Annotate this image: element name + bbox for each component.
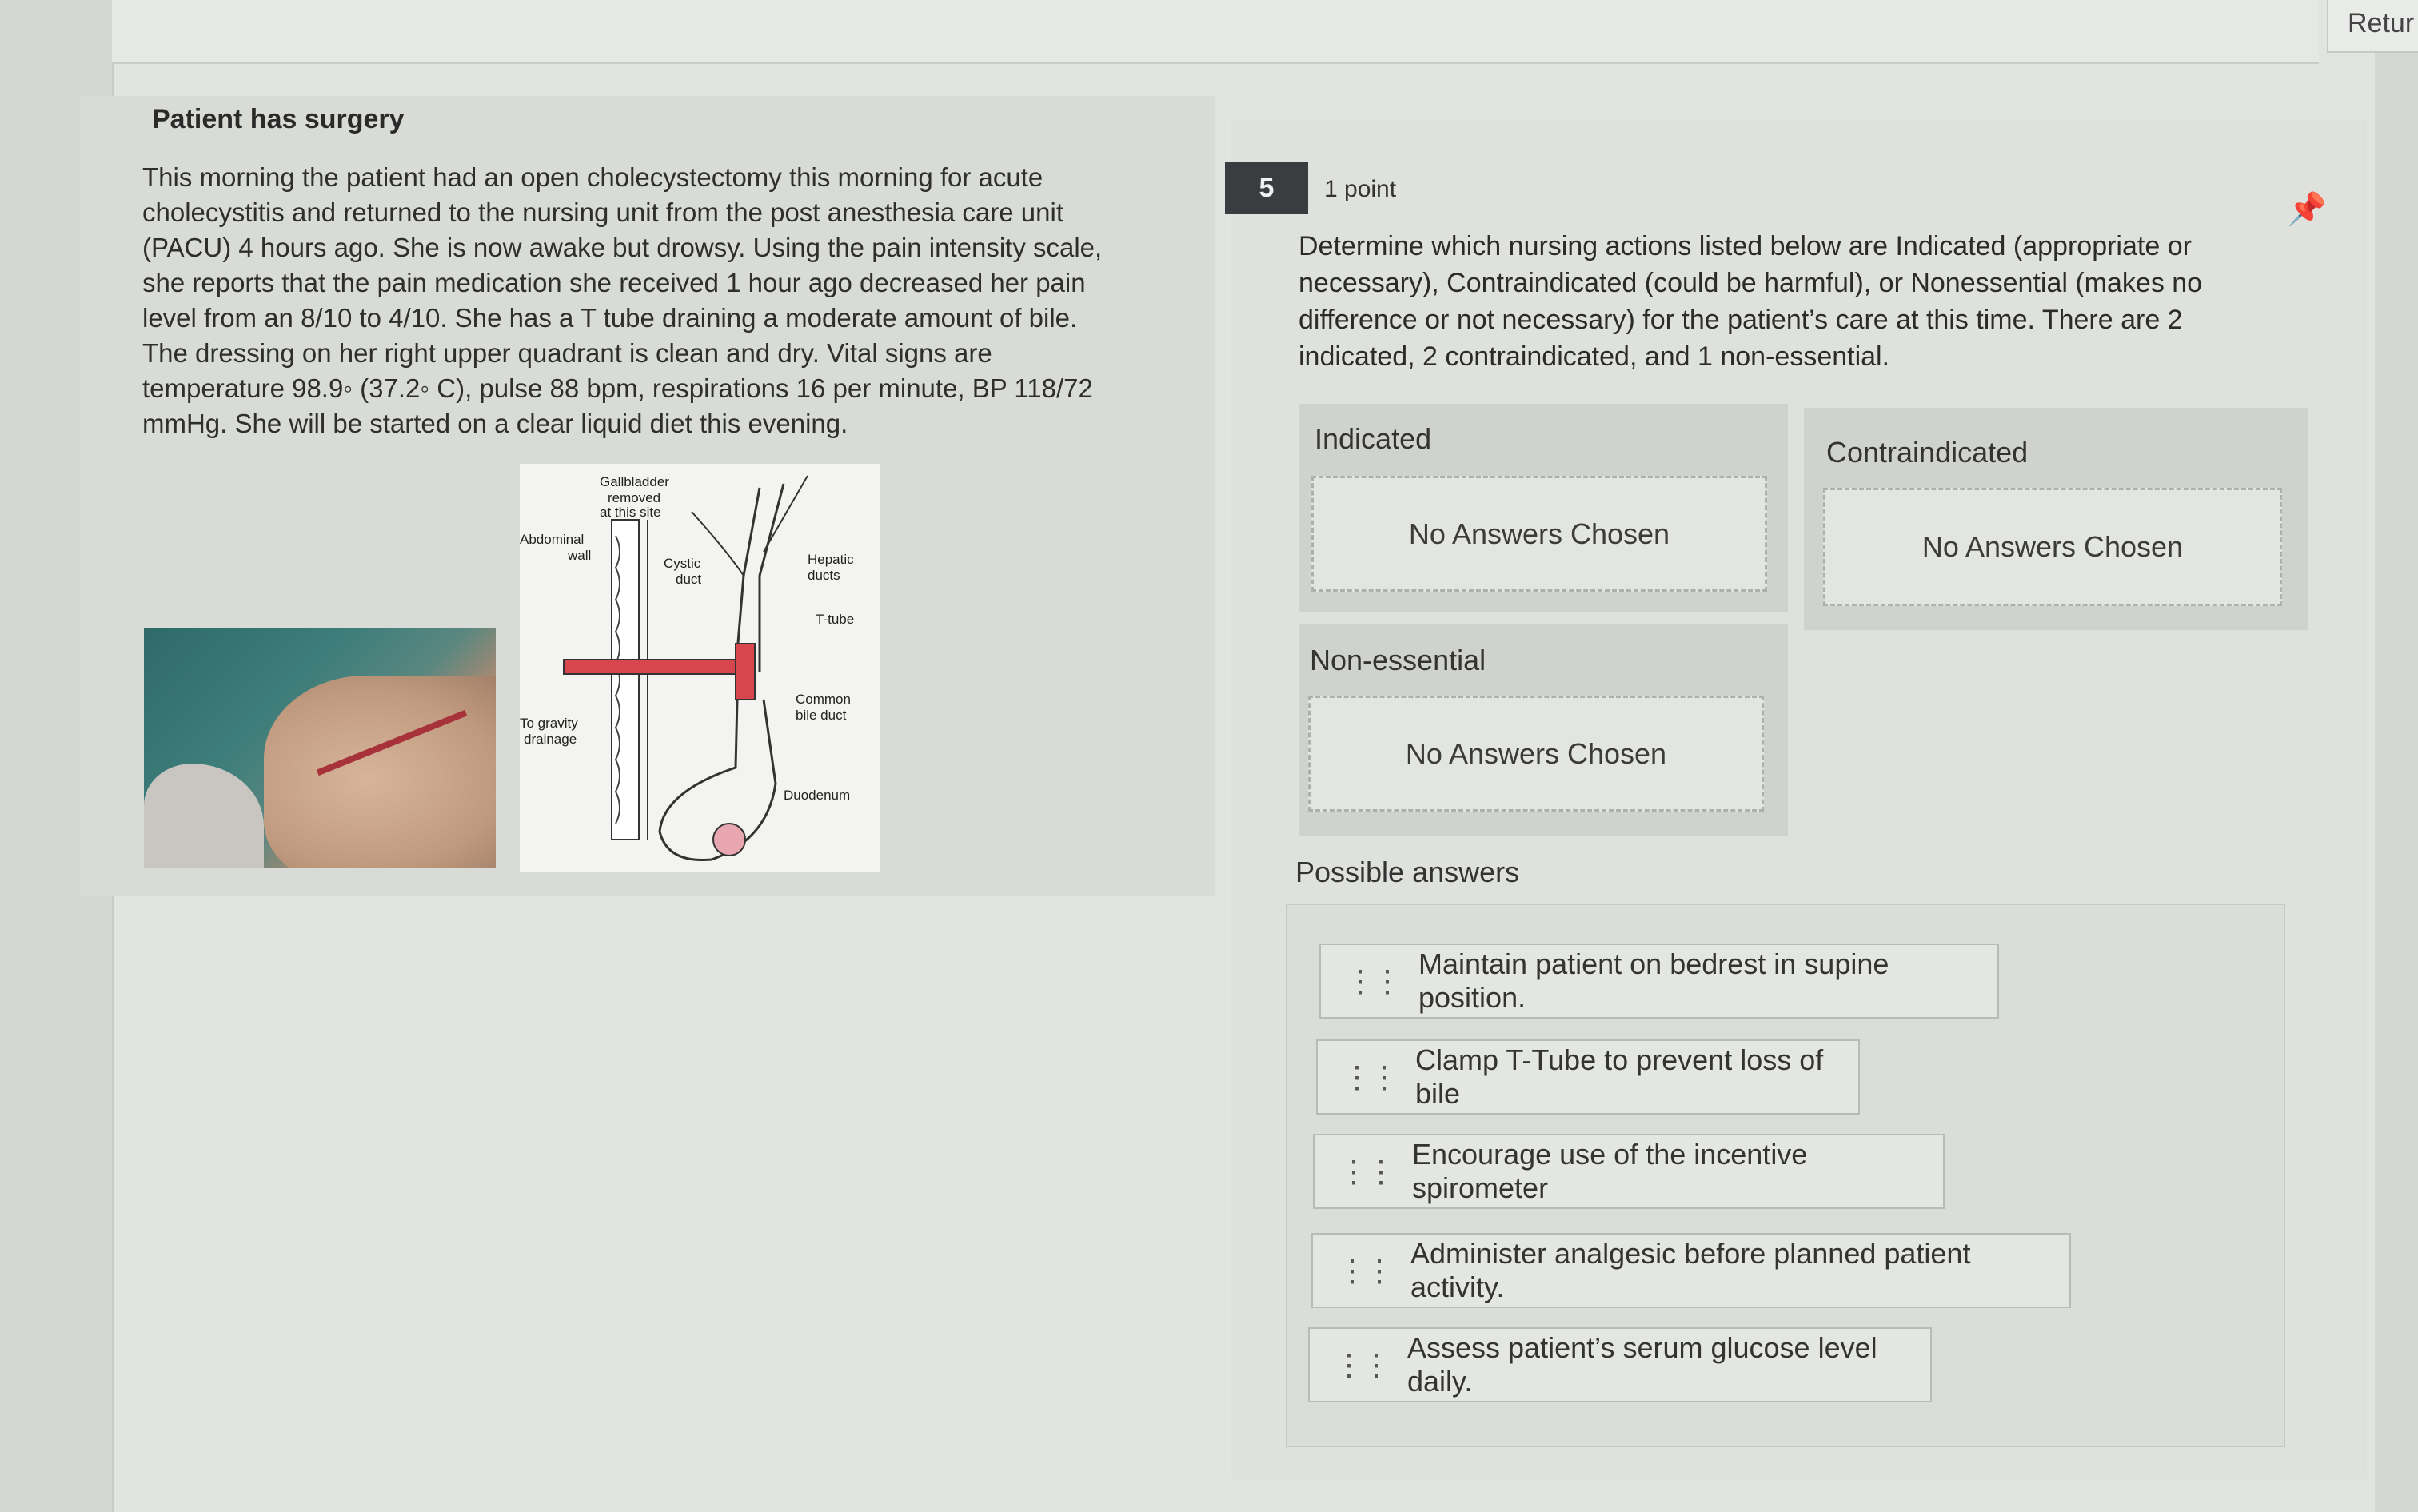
diagram-label-gravity: To gravity xyxy=(520,716,578,731)
pin-icon[interactable]: 📌 xyxy=(2287,192,2327,227)
answer-item[interactable] xyxy=(1313,1134,1945,1209)
question-number: 5 xyxy=(1225,162,1308,214)
diagram-label-gallbladder: Gallbladder xyxy=(600,474,669,489)
possible-answers-label: Possible answers xyxy=(1295,856,1520,888)
answer-text: Administer analgesic before planned patient activity. xyxy=(1410,1237,1971,1303)
category-contraindicated-label: Contraindicated xyxy=(1826,436,2029,469)
scenario-line: (PACU) 4 hours ago. She is now awake but drowsy. Using the pain intensity scale, xyxy=(142,233,1103,262)
scenario-title: Patient has surgery xyxy=(152,104,405,134)
diagram-label-bile-duct: bile duct xyxy=(796,708,847,723)
incision-photo xyxy=(144,628,496,868)
answer-text: Clamp T-Tube to prevent loss of bile xyxy=(1415,1043,1824,1110)
category-indicated-label: Indicated xyxy=(1315,422,1432,455)
drag-handle-icon[interactable]: ⋮⋮ xyxy=(1342,1060,1396,1095)
scenario-line: The dressing on her right upper quadrant is clean and dry. Vital signs are xyxy=(142,338,992,368)
drag-handle-icon[interactable]: ⋮⋮ xyxy=(1337,1254,1391,1288)
diagram-label-duodenum: Duodenum xyxy=(784,788,851,803)
diagram-label-common: Common xyxy=(796,692,851,707)
diagram-label-cystic: Cystic xyxy=(664,556,701,571)
scenario-line: mmHg. She will be started on a clear liquid diet this evening. xyxy=(142,409,848,438)
diagram-label-ducts: ducts xyxy=(808,568,840,583)
scenario-line: cholecystitis and returned to the nursing unit from the post anesthesia care unit xyxy=(142,197,1063,227)
diagram-label-site: at this site xyxy=(600,505,661,520)
drag-handle-icon[interactable]: ⋮⋮ xyxy=(1339,1155,1393,1189)
answer-item[interactable] xyxy=(1316,1039,1860,1115)
scenario-line: she reports that the pain medication she received 1 hour ago decreased her pain xyxy=(142,268,1086,297)
diagram-label-hepatic: Hepatic xyxy=(808,552,854,567)
diagram-label-drainage: drainage xyxy=(524,732,577,747)
question-points: 1 point xyxy=(1324,176,1397,202)
dropzone-indicated[interactable]: No Answers Chosen xyxy=(1311,476,1767,592)
category-nonessential-label: Non-essential xyxy=(1310,644,1486,676)
answer-item[interactable] xyxy=(1308,1327,1932,1402)
answer-text: Assess patient’s serum glucose level daily. xyxy=(1407,1331,1877,1398)
diagram-label-t-tube: T-tube xyxy=(816,612,855,627)
answer-item[interactable] xyxy=(1319,944,1999,1019)
diagram-label-wall: wall xyxy=(568,548,592,563)
scenario-line: This morning the patient had an open cholecystectomy this morning for acute xyxy=(142,162,1043,192)
diagram-label-duct: duct xyxy=(676,572,702,587)
t-tube-diagram xyxy=(520,464,880,872)
drag-handle-icon[interactable]: ⋮⋮ xyxy=(1345,964,1399,999)
question-instructions: Determine which nursing actions listed below are Indicated (appropriate or necessary), Contraindicated (could be harmful), or Nonessential (makes no difference or not necessary) for the patient’s care at this time. There are 2 indicated, 2 contraindicated, and 1 non-essential. xyxy=(1299,231,2203,372)
return-button[interactable]: Retur xyxy=(2327,0,2418,53)
diagram-label-abdominal: Abdominal xyxy=(520,532,585,547)
drag-handle-icon[interactable]: ⋮⋮ xyxy=(1334,1348,1388,1382)
scenario-line: level from an 8/10 to 4/10. She has a T tube draining a moderate amount of bile. xyxy=(142,303,1078,333)
answer-text: Maintain patient on bedrest in supine position. xyxy=(1418,947,1889,1014)
dropzone-contraindicated[interactable]: No Answers Chosen xyxy=(1823,488,2282,606)
scenario-line: temperature 98.9◦ (37.2◦ C), pulse 88 bpm, respirations 16 per minute, BP 118/72 xyxy=(142,373,1093,403)
scenario-text xyxy=(142,160,1158,441)
answer-item[interactable] xyxy=(1311,1233,2071,1308)
dropzone-nonessential[interactable]: No Answers Chosen xyxy=(1308,696,1764,812)
answer-text: Encourage use of the incentive spirometer xyxy=(1412,1138,1808,1204)
diagram-label-removed: removed xyxy=(608,490,661,505)
top-bar xyxy=(112,0,2319,64)
